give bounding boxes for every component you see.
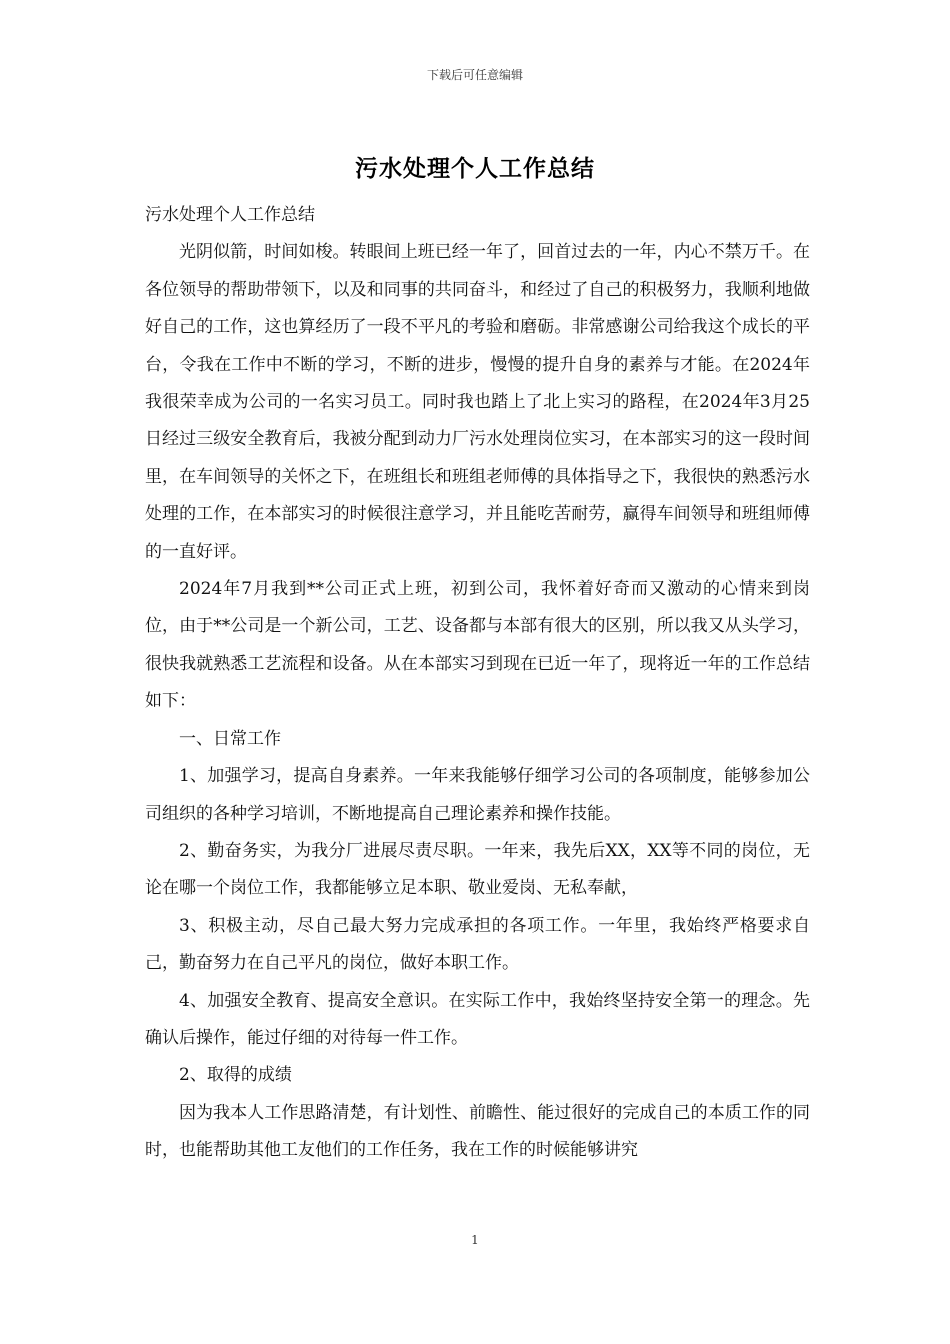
header-note: 下载后可任意编辑 [426, 68, 523, 82]
paragraph: 2、勤奋务实，为我分厂进展尽责尽职。一年来，我先后XX，XX等不同的岗位，无论在哪一个岗位工作，我都能够立足本职、敬业爱岗、无私奉献， [145, 840, 810, 899]
paragraph: 4、加强安全教育、提高安全意识。在实际工作中，我始终坚持安全第一的理念。先确认后操作，能过仔细的对待每一件工作。 [145, 990, 810, 1048]
paragraph: 3、积极主动，尽自己最大努力完成承担的各项工作。一年里，我始终严格要求自己，勤奋努力在自己平凡的岗位，做好本职工作。 [145, 915, 810, 974]
paragraph: 光阴似箭，时间如梭。转眼间上班已经一年了，回首过去的一年，内心不禁万千。在各位领导的帮助带领下，以及和同事的共同奋斗，和经过了自己的积极努力，我顺利地做好自己的工作，这也算经历了一段不平凡的考验和磨砺。非常感谢公司给我这个成长的平台，令我在工作中不断的学习，不断的进步，慢慢的提升自身的素养与才能。在2024年我很荣幸成为公司的一名实习员工。同时我也踏上了北上实习的路程，在2024年3月25日经过三级安全教育后，我被分配到动力厂污水处理岗位实习，在本部实习的这一段时间里，在车间领导的关怀之下，在班组长和班组老师傅的具体指导之下，我很快的熟悉污水处理的工作，在本部实习的时候很注意学习，并且能吃苦耐劳，赢得车间领导和班组师傅的一直好评。 [145, 242, 810, 562]
page-number: 1 [471, 1233, 479, 1247]
section-heading: 一、日常工作 [179, 728, 281, 749]
paragraph: 因为我本人工作思路清楚，有计划性、前瞻性、能过很好的完成自己的本质工作的同时，也能帮助其他工友他们的工作任务，我在工作的时候能够讲究 [145, 1102, 810, 1161]
document-body [145, 197, 810, 1170]
paragraph: 2024年7月我到**公司正式上班，初到公司，我怀着好奇而又激动的心情来到岗位，由于**公司是一个新公司，工艺、设备都与本部有很大的区别，所以我又从头学习，很快我就熟悉工艺流程和设备。从在本部实习到现在已近一年了，现将近一年的工作总结如下： [145, 579, 810, 712]
document-title: 污水处理个人工作总结 [355, 155, 595, 182]
section-heading: 2、取得的成绩 [179, 1065, 292, 1086]
subtitle-paragraph: 污水处理个人工作总结 [145, 205, 315, 225]
paragraph: 1、加强学习，提高自身素养。一年来我能够仔细学习公司的各项制度，能够参加公司组织的各种学习培训，不断地提高自己理论素养和操作技能。 [145, 766, 810, 824]
